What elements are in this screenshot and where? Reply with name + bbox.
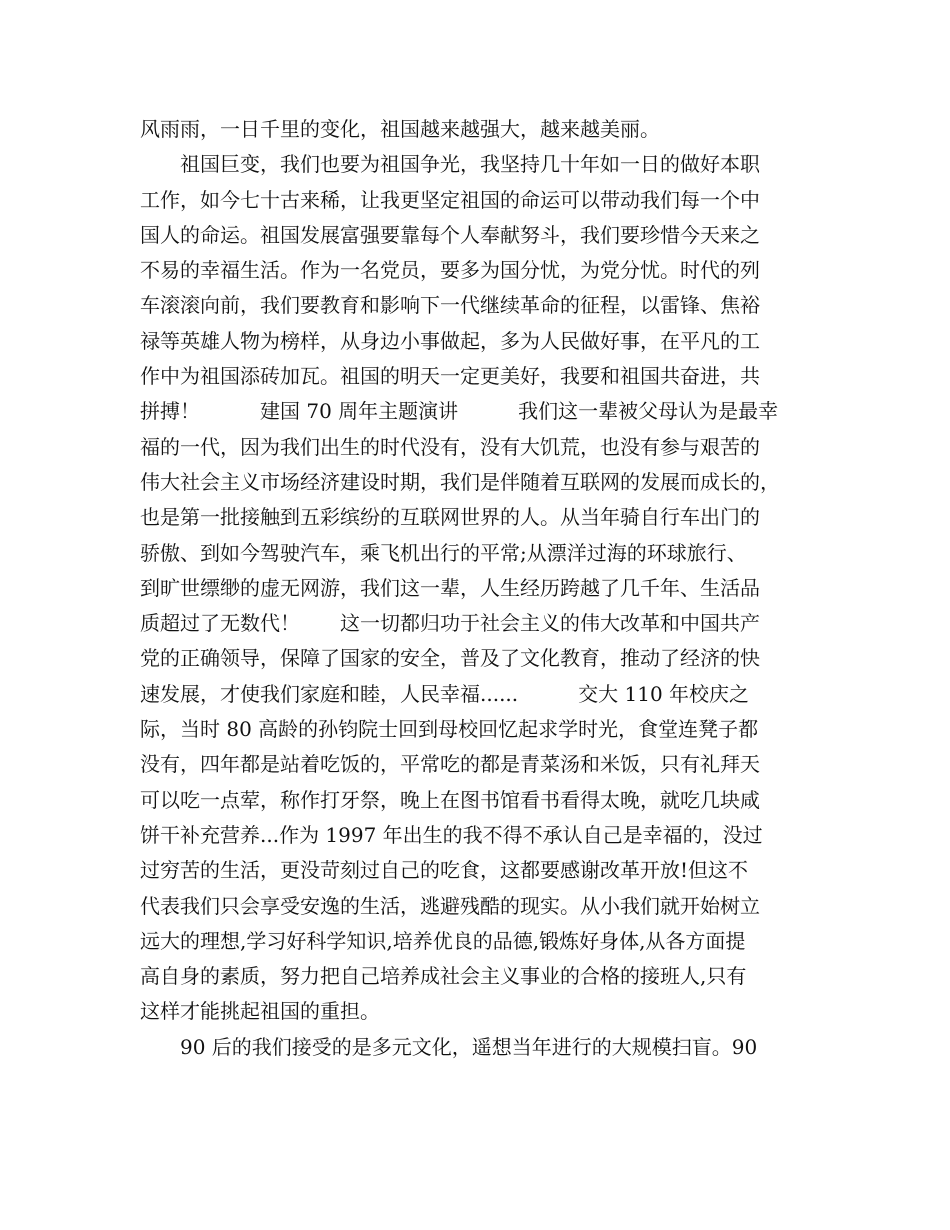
text-line: 可以吃一点荤，称作打牙祭，晚上在图书馆看书看得太晚，就吃几块咸 xyxy=(140,787,760,812)
text-line: 拼搏！ 建国 70 周年主题演讲 我们这一辈被父母认为是最幸 xyxy=(140,399,779,424)
text-line: 祖国巨变，我们也要为祖国争光，我坚持几十年如一日的做好本职 xyxy=(140,152,760,177)
body-text xyxy=(140,112,820,1065)
text-line: 饼干补充营养...作为 1997 年出生的我不得不承认自己是幸福的，没过 xyxy=(140,822,763,847)
text-line: 没有，四年都是站着吃饭的，平常吃的都是青菜汤和米饭，只有礼拜天 xyxy=(140,752,760,777)
text-line: 高自身的素质，努力把自己培养成社会主义事业的合格的接班人,只有 xyxy=(140,964,747,989)
text-line: 风雨雨，一日千里的变化，祖国越来越强大，越来越美丽。 xyxy=(140,117,660,141)
text-line: 国人的命运。祖国发展富强要靠每个人奉献努斗，我们要珍惜今天来之 xyxy=(140,222,760,247)
text-line: 远大的理想,学习好科学知识,培养优良的品德,锻炼好身体,从各方面提 xyxy=(140,928,746,953)
text-line: 工作，如今七十古来稀，让我更坚定祖国的命运可以带动我们每一个中 xyxy=(140,187,760,212)
text-line: 党的正确领导，保障了国家的安全，普及了文化教育，推动了经济的快 xyxy=(140,646,760,671)
text-line: 骄傲、到如今驾驶汽车，乘飞机出行的平常;从漂洋过海的环球旅行、 xyxy=(140,540,747,565)
text-line: 车滚滚向前，我们要教育和影响下一代继续革命的征程，以雷锋、焦裕 xyxy=(140,293,760,318)
text-line: 代表我们只会享受安逸的生活，逃避残酷的现实。从小我们就开始树立 xyxy=(140,893,760,918)
text-line: 质超过了无数代！ 这一切都归功于社会主义的伟大改革和中国共产 xyxy=(140,611,760,636)
text-line: 过穷苦的生活，更没苛刻过自己的吃食，这都要感谢改革开放!但这不 xyxy=(140,858,749,883)
text-line: 速发展，才使我们家庭和睦，人民幸福...... 交大 110 年校庆之 xyxy=(140,681,750,706)
text-line: 也是第一批接触到五彩缤纷的互联网世界的人。从当年骑自行车出门的 xyxy=(140,505,760,530)
text-line: 伟大社会主义市场经济建设时期，我们是伴随着互联网的发展而成长的， xyxy=(140,469,780,494)
text-line: 90 后的我们接受的是多元文化，遥想当年进行的大规模扫盲。90 xyxy=(140,1034,758,1059)
text-line: 际，当时 80 高龄的孙钧院士回到母校回忆起求学时光，食堂连凳子都 xyxy=(140,717,759,742)
text-line: 禄等英雄人物为榜样，从身边小事做起，多为人民做好事，在平凡的工 xyxy=(140,328,760,353)
text-line: 不易的幸福生活。作为一名党员，要多为国分忧，为党分忧。时代的列 xyxy=(140,258,760,283)
text-line: 这样才能挑起祖国的重担。 xyxy=(140,999,380,1024)
text-line: 到旷世缥缈的虚无网游，我们这一辈，人生经历跨越了几千年、生活品 xyxy=(140,575,760,600)
text-line: 作中为祖国添砖加瓦。祖国的明天一定更美好，我要和祖国共奋进，共 xyxy=(140,364,760,389)
text-line: 福的一代，因为我们出生的时代没有，没有大饥荒，也没有参与艰苦的 xyxy=(140,434,760,459)
